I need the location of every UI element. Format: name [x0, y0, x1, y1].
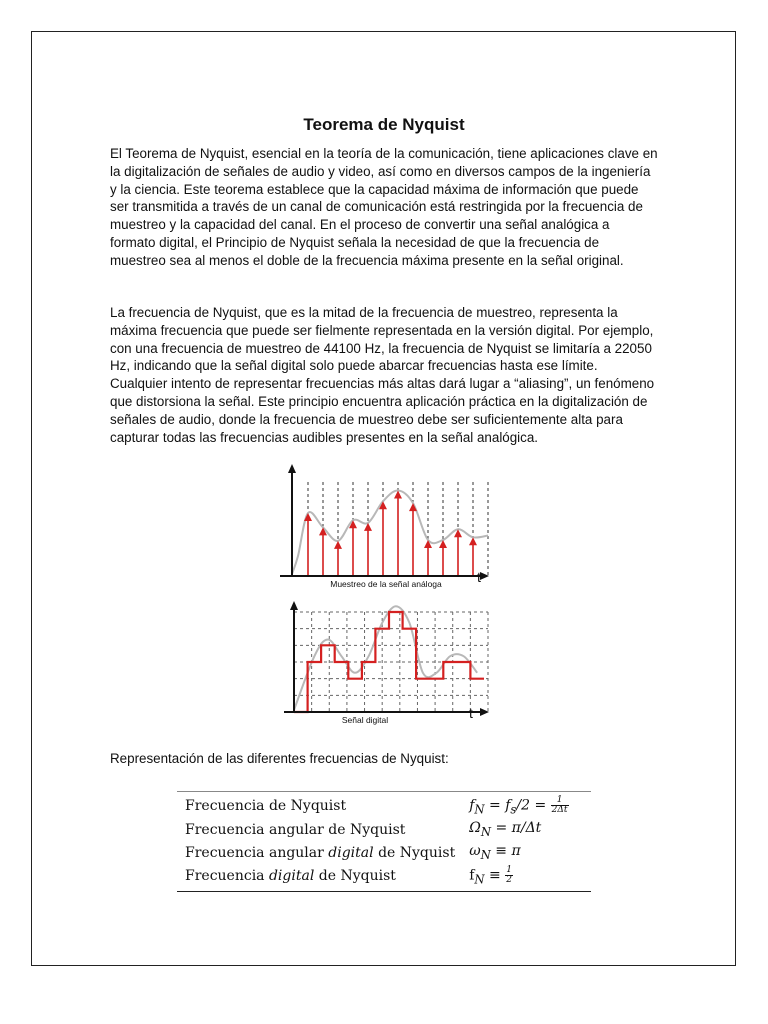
sample-arrow: [454, 529, 462, 576]
paragraph-intro: El Teorema de Nyquist, esencial en la teoría de la comunicación, tiene aplicaciones clave en la digitalización de señales de audio y video, así como en diversos campos de la ingeniería y la ciencia. Este teorema establece que la capacidad máxima de información que puede ser transmitida a través de un canal de comunicación está restringida por la frecuencia de muestreo y la capacidad del canal. En el proceso de convertir una señal analógica a formato digital, el Principio de Nyquist señala la necesidad de que la frecuencia de muestreo sea al menos el doble de la frecuencia máxima presente en la señal original.: [110, 146, 658, 268]
sample-arrow: [394, 491, 402, 577]
page-title: Teorema de Nyquist: [303, 115, 465, 135]
formula-name: Frecuencia de Nyquist: [177, 792, 461, 819]
sample-arrow: [379, 501, 387, 576]
sample-arrow: [319, 527, 327, 576]
sample-arrow: [334, 541, 342, 576]
formulas-caption: Representación de las diferentes frecuencias de Nyquist:: [110, 751, 449, 766]
formula-expression: $\Omega_N = \pi/\Delta t$: [469, 820, 542, 840]
sampling-time-axis-label: t: [477, 569, 481, 585]
digital-axes: [284, 601, 489, 716]
formula-name: Frecuencia angular de Nyquist: [185, 821, 406, 838]
formula-row: [177, 841, 591, 864]
sampling-figure: [276, 462, 496, 590]
sample-arrow: [469, 537, 477, 576]
formula-expression: $f_N = f_s/2$ = $\frac{1}{2\Delta t}$: [461, 792, 591, 819]
formula-name: Frecuencia angular digital de Nyquist: [185, 844, 456, 861]
sample-arrow: [409, 503, 417, 576]
formula-row: [177, 792, 591, 819]
paragraph-nyquist-frequency: La frecuencia de Nyquist, que es la mitad de la frecuencia de muestreo, representa la máxima frecuencia que puede ser fielmente representada en la versión digital. Por ejemplo, con una frecuencia de muestreo de 44100 Hz, la frecuencia de Nyquist se limitaría a 22050 Hz, indicando que la señal digital solo puede abarcar frecuencias hasta ese límite. Cualquier intento de representar frecuencias más altas dará lugar a “aliasing”, un fenómeno que distorsiona la señal. Este principio encuentra aplicación práctica en la digitalización de señales de audio, donde la frecuencia de muestreo debe ser suficientemente alta para capturar todas las frecuencias audibles presentes en la señal analógica.: [110, 305, 655, 445]
digital-step-signal: [294, 612, 484, 712]
sampling-caption: Muestreo de la señal análoga: [330, 579, 442, 589]
sample-arrow: [424, 540, 432, 576]
y-axis-arrow-icon: [288, 464, 296, 473]
formula-expression: $\omega_N \equiv \pi$: [469, 843, 521, 863]
digital-figure: [276, 598, 496, 726]
y-axis-arrow-icon: [290, 601, 298, 610]
sample-arrow: [349, 520, 357, 576]
formula-name: Frecuencia digital de Nyquist: [177, 864, 461, 891]
nyquist-formulas-table: [177, 791, 591, 892]
formula-row: [177, 818, 591, 841]
formula-row: [177, 864, 591, 891]
digital-time-axis-label: t: [469, 705, 473, 721]
formula-expression: $f_N$ ≡ $\frac{1}{2}$: [461, 864, 591, 891]
digital-caption: Señal digital: [341, 715, 389, 725]
sample-arrow: [439, 540, 447, 576]
sample-arrow: [364, 523, 372, 576]
